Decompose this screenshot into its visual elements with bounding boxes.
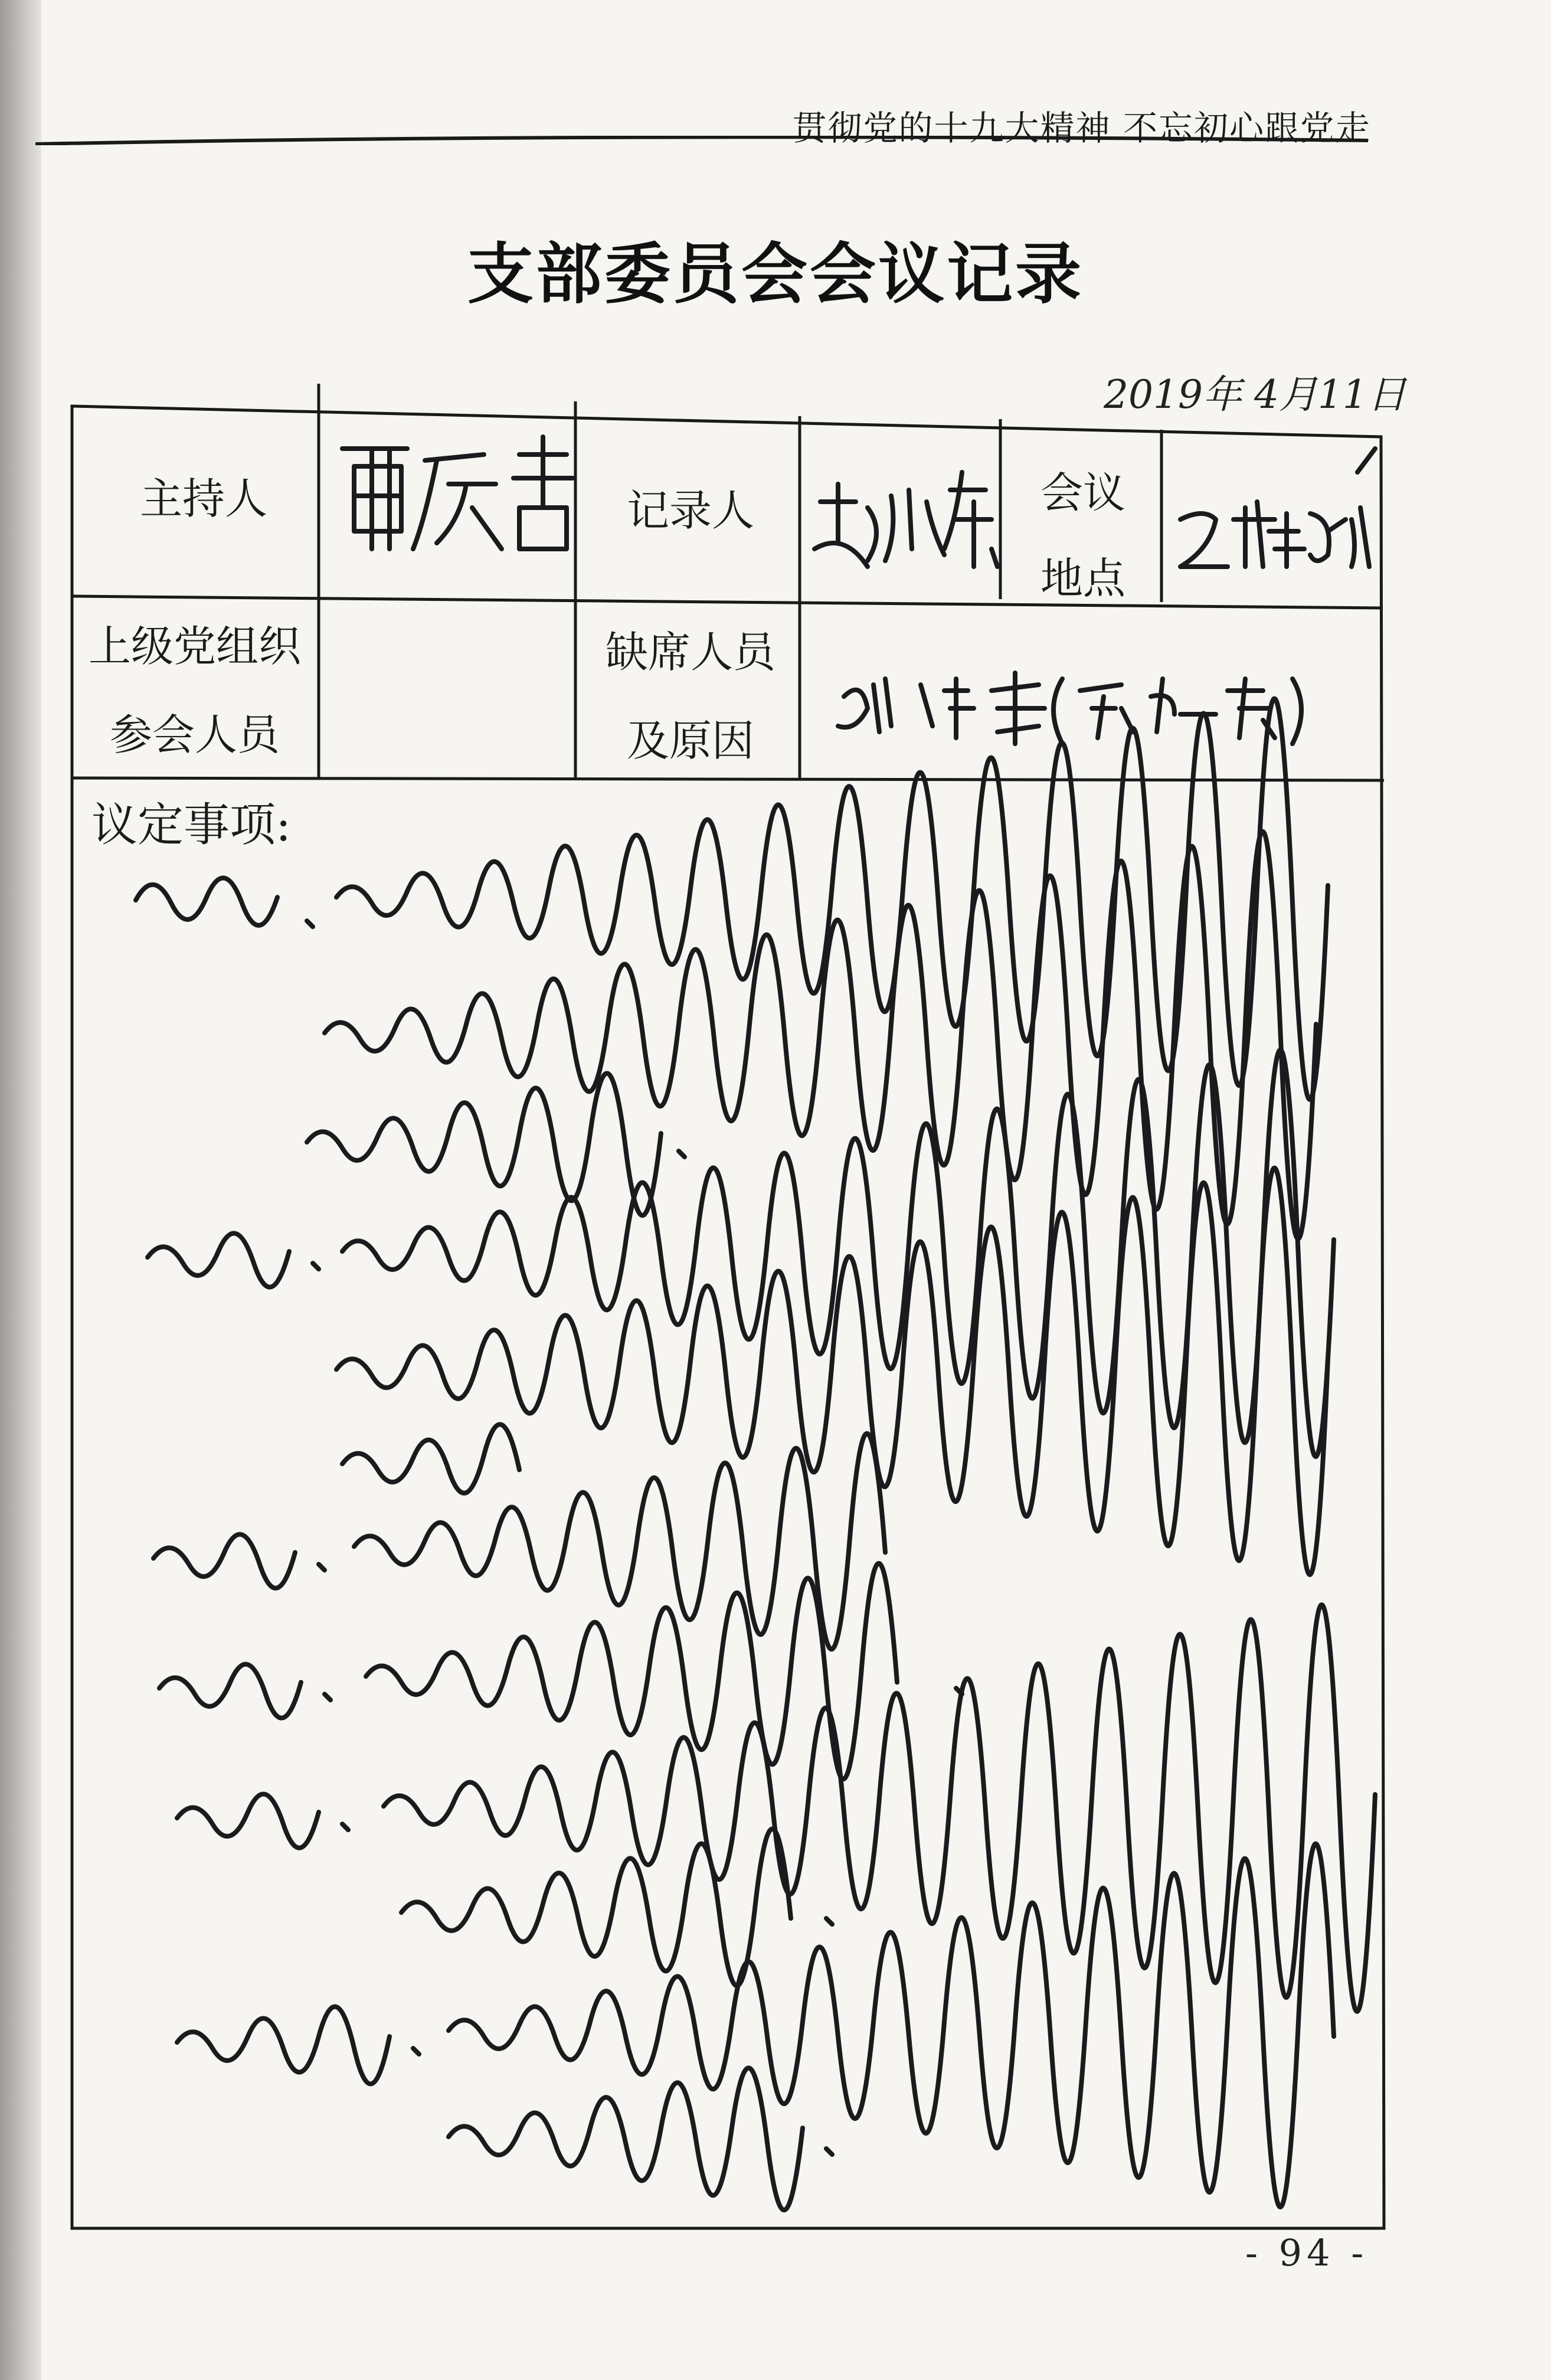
absent-label-line2: 及原因 bbox=[626, 716, 754, 766]
meeting-date: 2019年 4月11日 bbox=[1104, 372, 1406, 417]
page-title: 支部委员会会议记录 bbox=[467, 236, 1084, 313]
location-label-line1: 会议 bbox=[1040, 468, 1125, 518]
agenda-label: 议定事项: bbox=[91, 799, 292, 852]
handwritten-absent-person bbox=[838, 673, 1301, 744]
page-number: - 94 - bbox=[1245, 2231, 1369, 2274]
superior-attendees-label-line1: 上级党组织 bbox=[88, 622, 301, 671]
host-label: 主持人 bbox=[139, 474, 267, 524]
header-slogan: 贯彻党的十九大精神 不忘初心跟党走 bbox=[792, 108, 1371, 148]
recorder-label: 记录人 bbox=[626, 486, 754, 535]
handwritten-host-signature bbox=[342, 437, 572, 549]
handwritten-agenda-entries bbox=[136, 699, 1375, 2210]
absent-label-line1: 缺席人员 bbox=[605, 627, 775, 677]
superior-attendees-label-line2: 参会人员 bbox=[109, 710, 280, 760]
location-label-line2: 地点 bbox=[1040, 554, 1125, 603]
handwritten-recorder-signature bbox=[814, 472, 997, 567]
handwritten-location bbox=[1180, 449, 1375, 567]
